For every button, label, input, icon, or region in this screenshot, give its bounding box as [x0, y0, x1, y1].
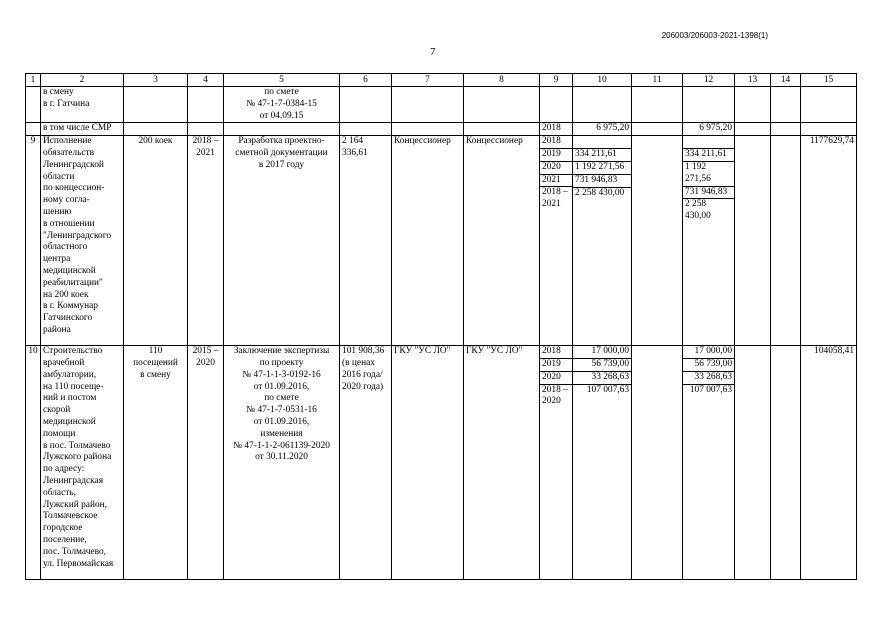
amount-cell	[683, 136, 734, 149]
amount-cell: 56 739,00	[573, 358, 631, 371]
amount-cell: 17 000,00	[573, 346, 631, 358]
developer: Концессионер	[392, 136, 464, 346]
amount-list	[573, 136, 631, 199]
year-cell: 2020	[540, 161, 572, 174]
year-cell: 2021	[540, 174, 572, 187]
table-row	[26, 136, 857, 346]
col-header: 11	[632, 74, 683, 87]
col-header: 5	[224, 74, 340, 87]
year-cell: 2020	[540, 371, 572, 384]
period: 2015 – 2020	[188, 346, 224, 580]
table-row	[26, 346, 857, 580]
col-header: 15	[801, 74, 857, 87]
amount-list	[683, 346, 734, 396]
document-id: 206003/206003-2021-1398(1)	[661, 31, 768, 40]
year-cell: 2019	[540, 358, 572, 371]
amount-cell: 107 007,63	[689, 384, 732, 395]
customer: ГКУ "УС ЛО"	[464, 346, 540, 580]
amount-list	[683, 136, 734, 223]
amount-cell: 6 975,20	[573, 123, 632, 136]
year-cell: 2018 – 2020	[542, 384, 568, 407]
year-cell: 2018 – 2021	[542, 187, 568, 210]
capacity: 200 коек	[124, 136, 188, 346]
amount-cell: 33 268,63	[573, 371, 631, 384]
project-doc: Заключение экспертизы по проекту № 47-1-1-3-0192-16 от 01.09.2016, по смете № 47-1-7-0531-16 от 01.09.2016, изменения № 47-1-1-2-061139-2020 от 30.11.2020	[224, 346, 340, 580]
estimated-cost: 101 908,36 (в ценах 2016 года/ 2020 года)	[340, 346, 392, 580]
col-header: 1	[26, 74, 41, 87]
col-header: 8	[464, 74, 540, 87]
developer: ГКУ "УС ЛО"	[392, 346, 464, 580]
amount-cell: 1 192 271,56	[683, 161, 734, 186]
year-list	[540, 346, 572, 408]
total-cell: 1177629,74	[801, 136, 857, 346]
estimated-cost: 2 164 336,61	[340, 136, 392, 346]
col-header: 13	[735, 74, 771, 87]
amount-cell: 334 211,61	[683, 149, 734, 162]
amount-cell: 17 000,00	[683, 346, 734, 358]
project-doc: Разработка проектно- сметной документации в 2017 году	[224, 136, 340, 346]
amount-cell: 334 211,61	[573, 149, 631, 162]
col-header: 9	[540, 74, 573, 87]
data-table	[25, 73, 857, 580]
year-cell: 2018	[540, 136, 572, 148]
col-header: 10	[573, 74, 632, 87]
year-cell: 2019	[540, 148, 572, 161]
smr-label: в том числе СМР	[41, 123, 124, 136]
col-header: 7	[392, 74, 464, 87]
col-header: 2	[41, 74, 124, 87]
amount-list	[573, 346, 631, 396]
col-header: 4	[188, 74, 224, 87]
amount-cell: 6 975,20	[683, 123, 735, 136]
capacity: 110 посещений в смену	[124, 346, 188, 580]
amount-cell: 2 258 430,00	[685, 199, 711, 222]
amount-cell: 2 258 430,00	[575, 187, 625, 198]
table-row	[26, 87, 857, 123]
amount-cell: 107 007,63	[586, 384, 629, 395]
customer: Концессионер	[464, 136, 540, 346]
col-header: 6	[340, 74, 392, 87]
year-cell: 2018	[540, 346, 572, 358]
amount-cell: 33 268,63	[683, 371, 734, 384]
amount-cell: 731 946,83	[683, 186, 734, 199]
col-header: 14	[771, 74, 801, 87]
period: 2018 – 2021	[188, 136, 224, 346]
page-number: 7	[430, 46, 436, 58]
header-row	[26, 74, 857, 87]
year-list	[540, 136, 572, 211]
object-name: Строительство врачебной амбулатории, на 110 посеще- ний и постом скорой медицинской помощи в пос. Толмачево Лужского района по адресу: Ленинградская область, Лужский район, Толмачевское городское поселение, пос. Толмачево, ул. Первомайская	[41, 346, 124, 580]
year-cell: 2018	[540, 123, 573, 136]
object-name: в смену в г. Гатчина	[41, 87, 124, 123]
col-header: 3	[124, 74, 188, 87]
amount-cell: 1 192 271,56	[573, 161, 631, 174]
row-number: 9	[26, 136, 41, 346]
project-doc: по смете № 47-1-7-0384-15 от 04.09.15	[224, 87, 340, 123]
row-number: 10	[26, 346, 41, 580]
total-cell: 104058,41	[801, 346, 857, 580]
object-name: Исполнение обязательств Ленинградской области по концессион- ному согла- шению в отношении "Ленинградского областного центра медицинской реабилитации" на 200 коек в г. Коммунар Гатчинского района	[41, 136, 124, 346]
col-header: 12	[683, 74, 735, 87]
table-row	[26, 123, 857, 136]
amount-cell: 56 739,00	[683, 358, 734, 371]
amount-cell: 731 946,83	[573, 174, 631, 187]
amount-cell	[573, 136, 631, 149]
